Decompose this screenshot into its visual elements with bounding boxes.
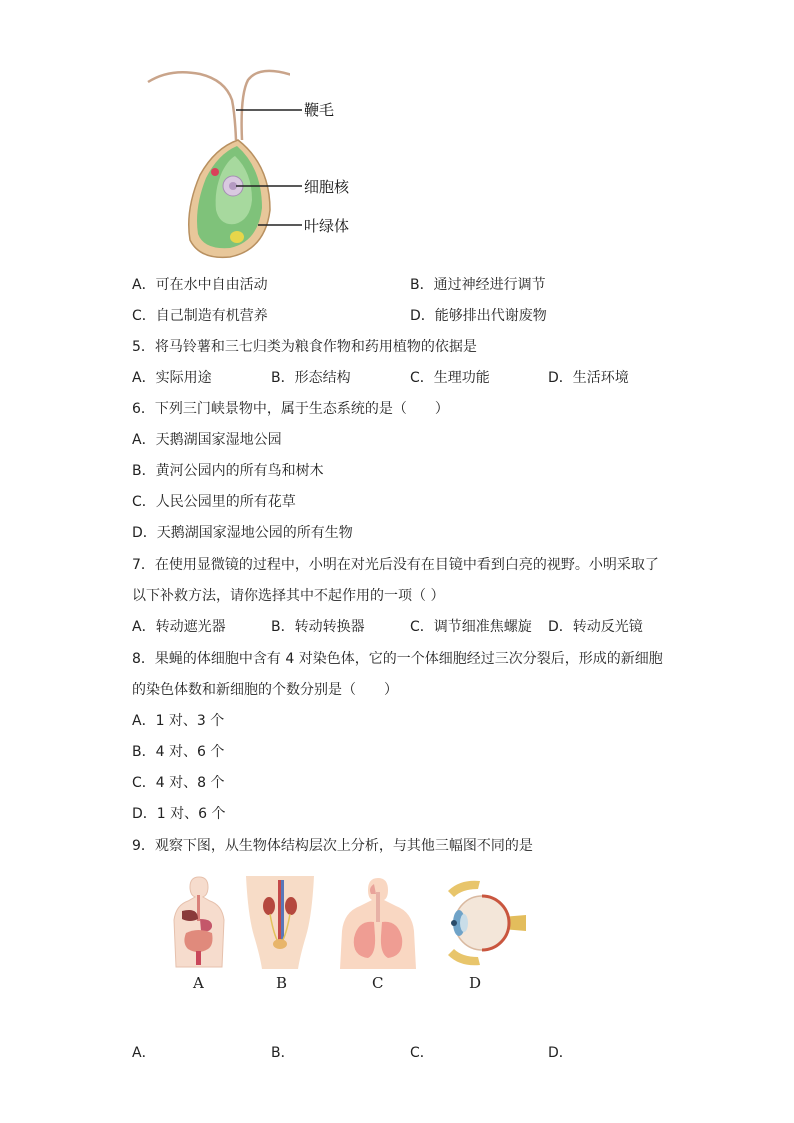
q4-option-a[interactable]: A．可在水中自由活动 <box>132 277 268 293</box>
q8-stem-line1: 8．果蝇的体细胞中含有 4 对染色体，它的一个体细胞经过三次分裂后，形成的新细胞 <box>132 651 663 667</box>
q7-stem-line1: 7．在使用显微镜的过程中，小明在对光后没有在目镜中看到白亮的视野。小明采取了 <box>132 557 659 573</box>
q8-option-c[interactable]: C．4 对、8 个 <box>132 775 225 791</box>
q6-option-d[interactable]: D．天鹅湖国家湿地公园的所有生物 <box>132 525 353 541</box>
q6-option-c[interactable]: C．人民公园里的所有花草 <box>132 494 296 510</box>
label-lines <box>230 100 305 235</box>
q9-option-b[interactable]: B． <box>271 1045 295 1061</box>
q8-option-d[interactable]: D．1 对、6 个 <box>132 806 226 822</box>
eye-image <box>440 877 528 969</box>
q8-option-a[interactable]: A．1 对、3 个 <box>132 713 225 729</box>
q7-option-d[interactable]: D．转动反光镜 <box>548 619 643 635</box>
q8-option-b[interactable]: B．4 对、6 个 <box>132 744 225 760</box>
q6-stem: 6．下列三门峡景物中，属于生态系统的是（ ） <box>132 401 449 417</box>
q5-option-b[interactable]: B．形态结构 <box>271 370 351 386</box>
q7-option-c[interactable]: C．调节细准焦螺旋 <box>410 619 532 635</box>
chloroplast-label: 叶绿体 <box>304 217 350 235</box>
q9-option-c[interactable]: C． <box>410 1045 434 1061</box>
q9-option-d[interactable]: D． <box>548 1045 573 1061</box>
q6-option-a[interactable]: A．天鹅湖国家湿地公园 <box>132 432 282 448</box>
urinary-system-image <box>240 876 320 969</box>
q9-option-a[interactable]: A． <box>132 1045 156 1061</box>
q9-stem: 9．观察下图，从生物体结构层次上分析，与其他三幅图不同的是 <box>132 838 533 854</box>
q4-option-b[interactable]: B．通过神经进行调节 <box>410 277 546 293</box>
q4-option-d[interactable]: D．能够排出代谢废物 <box>410 308 547 324</box>
q7-option-a[interactable]: A．转动遮光器 <box>132 619 226 635</box>
q5-option-c[interactable]: C．生理功能 <box>410 370 490 386</box>
figure-caption-d: D <box>469 974 482 992</box>
q5-option-a[interactable]: A．实际用途 <box>132 370 212 386</box>
figure-caption-b: B <box>276 974 288 992</box>
q8-stem-line2: 的染色体数和新细胞的个数分别是（ ） <box>132 682 398 698</box>
digestive-system-image <box>168 875 230 970</box>
q5-stem: 5．将马铃薯和三七归类为粮食作物和药用植物的依据是 <box>132 339 477 355</box>
figure-caption-a: A <box>193 974 204 992</box>
flagellum-label: 鞭毛 <box>304 101 335 119</box>
respiratory-system-image <box>338 876 418 969</box>
q7-option-b[interactable]: B．转动转换器 <box>271 619 365 635</box>
q5-option-d[interactable]: D．生活环境 <box>548 370 629 386</box>
q4-option-c[interactable]: C．自己制造有机营养 <box>132 308 268 324</box>
q7-stem-line2: 以下补救方法，请你选择其中不起作用的一项（ ） <box>132 588 445 604</box>
figure-caption-c: C <box>372 974 384 992</box>
nucleus-label: 细胞核 <box>304 178 350 196</box>
q6-option-b[interactable]: B．黄河公园内的所有鸟和树木 <box>132 463 324 479</box>
